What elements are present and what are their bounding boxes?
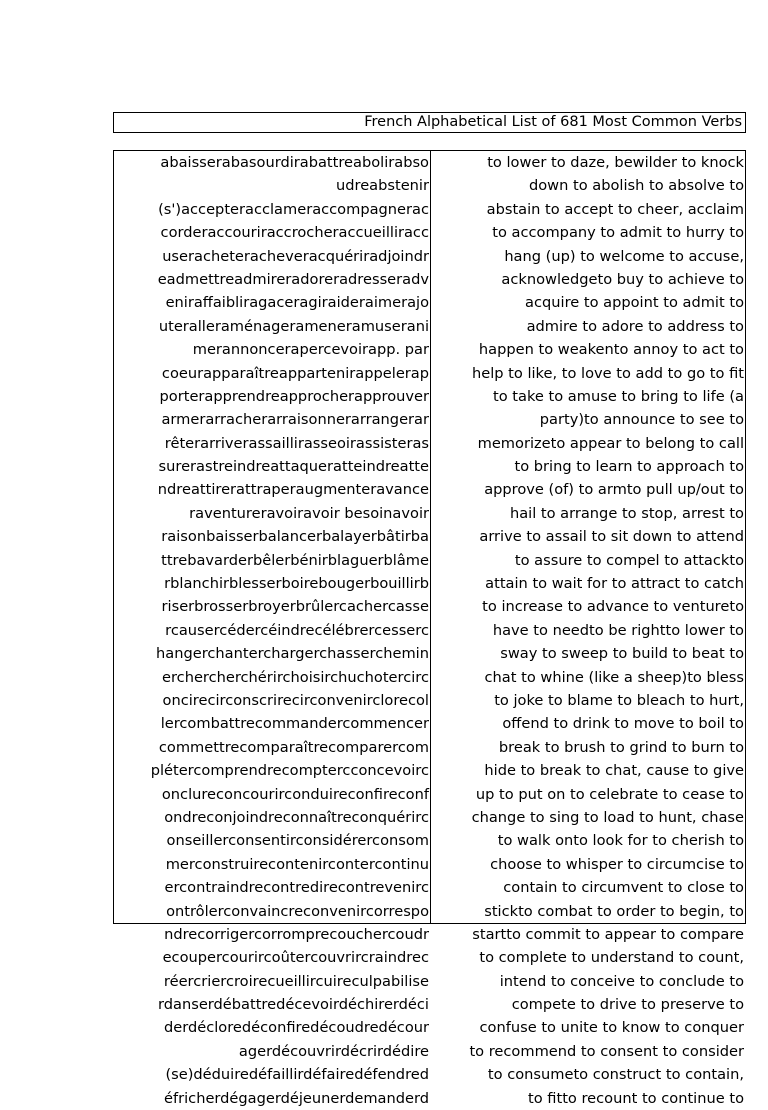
english-meaning-line: sway to sweep to build to beat to — [500, 645, 744, 663]
english-meaning-line: arrive to assail to sit down to attend — [479, 528, 744, 546]
english-meaning-line: stickto combat to order to begin, to — [484, 902, 744, 920]
english-meaning-line: to complete to understand to count, — [479, 949, 744, 967]
english-meaning-line: to take to amuse to bring to life (a — [493, 387, 744, 405]
french-verb-line: eniraffaibliragaceragiraideraimerajo — [165, 294, 429, 312]
french-verb-line: hangerchanterchargerchasserchemin — [156, 645, 429, 663]
english-meaning-line: confuse to unite to know to conquer — [479, 1019, 744, 1037]
french-verb-line: onclureconcourirconduireconfireconf — [161, 785, 429, 803]
french-verb-line: éfricherdégagerdéjeunerdemanderd — [164, 1089, 429, 1107]
english-meaning-line: startto commit to appear to compare — [472, 925, 744, 943]
french-verb-line: ecoupercourircoûtercouvrircraindrec — [162, 949, 429, 967]
french-verb-line: merannoncerapercevoirapp. par — [192, 341, 429, 359]
english-meaning-line: happen to weakento annoy to act to — [478, 341, 744, 359]
english-meaning-line: party)to announce to see to — [539, 411, 744, 429]
document-title: French Alphabetical List of 681 Most Common Verbs — [364, 114, 742, 130]
english-meaning-line: contain to circumvent to close to — [503, 879, 744, 897]
french-verb-line: eadmettreadmireradoreradresseradv — [157, 270, 429, 288]
french-verb-line: (se)déduiredéfaillirdéfairedéfendred — [165, 1066, 429, 1084]
french-verb-line: (s')accepteracclameraccompagnerac — [158, 200, 429, 218]
english-meaning-line: hail to arrange to stop, arrest to — [509, 504, 744, 522]
french-verb-line: onseillerconsentirconsidérerconsom — [166, 832, 429, 850]
french-verb-line: corderaccouriraccrocheraccueilliracc — [160, 224, 429, 242]
french-verb-line: commettrecomparaîtrecomparercom — [158, 738, 429, 756]
french-verb-line: useracheteracheveracquériradjoindr — [162, 247, 429, 265]
english-meaning-line: acquire to appoint to admit to — [525, 294, 744, 312]
english-meaning-line: up to put on to celebrate to cease to — [475, 785, 744, 803]
english-meaning-line: have to needto be rightto lower to — [492, 621, 744, 639]
english-column — [431, 151, 745, 1110]
french-verb-line: agerdécouvrirdécrirdédire — [238, 1042, 429, 1060]
french-verb-line: derdécloredéconfiredécoudredécour — [164, 1019, 429, 1037]
english-meaning-line: to consumeto construct to contain, — [487, 1066, 744, 1084]
english-meaning-line: acknowledgeto buy to achieve to — [501, 270, 744, 288]
english-meaning-line: to joke to blame to bleach to hurt, — [494, 691, 744, 709]
french-verb-line: uteralleraménagerameneramuserani — [158, 317, 429, 335]
english-meaning-line: to recommend to consent to consider — [469, 1042, 744, 1060]
title-box — [113, 112, 746, 133]
english-meaning-line: memorizeto appear to belong to call — [477, 434, 744, 452]
english-meaning-line: to fitto recount to continue to — [528, 1089, 744, 1107]
english-meaning-line: intend to conceive to conclude to — [499, 972, 744, 990]
french-verb-line: ttrebavarderbêlerbénirblaguerblâme — [161, 551, 429, 569]
english-meaning-line: to increase to advance to ventureto — [482, 598, 744, 616]
english-meaning-line: chat to whine (like a sheep)to bless — [484, 668, 744, 686]
french-verb-line: porterapprendreapprocherapprouver — [159, 387, 429, 405]
french-verb-line: oncirecirconscrirecirconvenirclorecol — [162, 691, 429, 709]
english-meaning-line: admire to adore to address to — [526, 317, 744, 335]
french-verb-line: rdanserdébattredécevoirdéchirerdéci — [158, 996, 429, 1014]
french-verb-line: coeurapparaîtreappartenirappelerap — [161, 364, 429, 382]
french-verb-line: lercombattrecommandercommencer — [160, 715, 429, 733]
french-verb-line: ontrôlerconvaincreconvenircorrespo — [166, 902, 429, 920]
french-verb-line: ndrecorrigercorromprecouchercoudr — [164, 925, 429, 943]
french-verb-line: rblanchirblesserboirebougerbouillirb — [164, 575, 429, 593]
french-verb-line: abaisserabasourdirabattreabolirabso — [160, 154, 429, 171]
french-verb-line: armerarracherarraisonnerarrangerar — [161, 411, 429, 429]
french-verb-line: raventureravoiravoir besoinavoir — [189, 504, 429, 522]
french-verb-line: rêterarriverassaillirasseoirassisteras — [164, 434, 429, 452]
english-meaning-line: to lower to daze, bewilder to knock — [487, 154, 744, 171]
english-meaning-line: attain to wait for to attract to catch — [485, 575, 744, 593]
english-meaning-line: to accompany to admit to hurry to — [492, 224, 744, 242]
english-meaning-line: help to like, to love to add to go to fit — [471, 364, 744, 382]
english-meaning-line: approve (of) to armto pull up/out to — [484, 481, 744, 499]
french-verb-line: rcausercédercéindrecélébrercesserc — [165, 621, 429, 639]
french-verb-line: raisonbaisserbalancerbalayerbâtirba — [161, 528, 429, 546]
english-meaning-line: to assure to compel to attackto — [514, 551, 744, 569]
french-verb-line: réercriercroirecueillircuireculpabilise — [163, 972, 429, 990]
french-verb-line: riserbrosserbroyerbrûlercachercasse — [161, 598, 429, 616]
verb-table — [113, 150, 746, 1107]
english-meaning-line: choose to whisper to circumcise to — [490, 855, 744, 873]
french-verb-line: udreabstenir — [336, 177, 429, 195]
english-meaning-line: compete to drive to preserve to — [511, 996, 744, 1014]
french-verb-line: ercontraindrecontredirecontrevenirc — [164, 879, 429, 897]
english-meaning-line: abstain to accept to cheer, acclaim — [486, 200, 744, 218]
french-column — [114, 151, 430, 1110]
english-meaning-line: offend to drink to move to boil to — [502, 715, 744, 733]
english-meaning-line: break to brush to grind to burn to — [498, 738, 744, 756]
english-meaning-line: hang (up) to welcome to accuse, — [504, 247, 744, 265]
french-verb-line: ondreconjoindreconnaîtreconquérirc — [164, 808, 429, 826]
english-meaning-line: to walk onto look for to cherish to — [497, 832, 744, 850]
french-verb-line: plétercomprendrecomptercconcevoirc — [150, 762, 429, 780]
english-meaning-line: to bring to learn to approach to — [514, 458, 744, 476]
french-verb-line: erchercherchérirchoisirchuchotercirc — [162, 668, 429, 686]
french-verb-line: merconstruirecontenircontercontinu — [165, 855, 429, 873]
english-meaning-line: down to abolish to absolve to — [528, 177, 744, 195]
french-verb-line: ndreattirerattraperaugmenteravance — [157, 481, 429, 499]
english-meaning-line: change to sing to load to hunt, chase — [471, 808, 744, 826]
english-meaning-line: hide to break to chat, cause to give — [484, 762, 744, 780]
french-verb-line: surerastreindreattaqueratteindreatte — [158, 458, 429, 476]
